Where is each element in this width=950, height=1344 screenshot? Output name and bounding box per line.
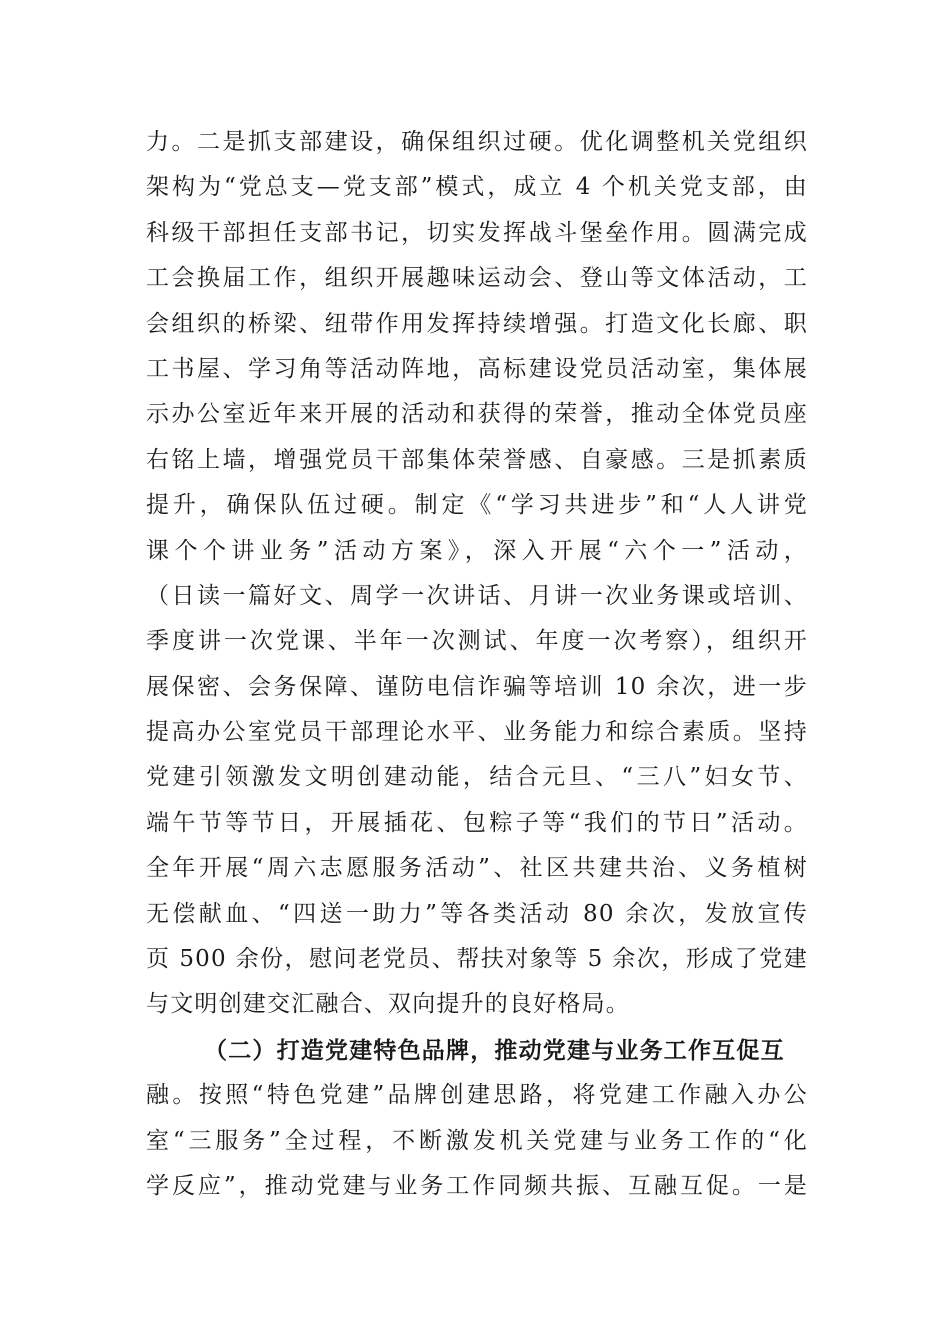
- paragraph-1-line-11: （日读一篇好文、周学一次讲话、月讲一次业务课或培训、: [146, 582, 808, 609]
- paragraph-1-line-9: 提升，确保队伍过硬。制定《“学习共进步”和“人人讲党: [146, 492, 808, 519]
- paragraph-1-line-19: 页 500 余份，慰问老党员、帮扶对象等 5 余次，形成了党建: [146, 946, 808, 973]
- paragraph-1-line-10: 课个个讲业务”活动方案》，深入开展“六个一”活动，: [146, 537, 808, 564]
- paragraph-1-line-16: 端午节等节日，开展插花、包粽子等“我们的节日”活动。: [146, 809, 808, 836]
- paragraph-1-line-17: 全年开展“周六志愿服务活动”、社区共建共治、义务植树: [146, 855, 808, 882]
- paragraph-2-line-3: 学反应”，推动党建与业务工作同频共振、互融互促。一是: [146, 1172, 808, 1199]
- paragraph-1-line-8: 右铭上墙，增强党员干部集体荣誉感、自豪感。三是抓素质: [146, 446, 808, 473]
- paragraph-1-line-12: 季度讲一次党课、半年一次测试、年度一次考察），组织开: [146, 628, 808, 655]
- paragraph-1-line-7: 示办公室近年来开展的活动和获得的荣誉，推动全体党员座: [146, 401, 808, 428]
- paragraph-1-line-1: 力。二是抓支部建设，确保组织过硬。优化调整机关党组织: [146, 129, 808, 155]
- paragraph-1-line-5: 会组织的桥梁、纽带作用发挥持续增强。打造文化长廊、职: [146, 310, 808, 337]
- paragraph-1-line-3: 科级干部担任支部书记，切实发挥战斗堡垒作用。圆满完成: [146, 219, 808, 246]
- paragraph-1-line-18: 无偿献血、“四送一助力”等各类活动 80 余次，发放宣传: [146, 900, 808, 927]
- document-body: [146, 120, 808, 1209]
- paragraph-1-line-15: 党建引领激发文明创建动能，结合元旦、“三八”妇女节、: [146, 764, 808, 791]
- paragraph-1-line-2: 架构为“党总支—党支部”模式，成立 4 个机关党支部，由: [146, 174, 808, 201]
- paragraph-1-line-14: 提高办公室党员干部理论水平、业务能力和综合素质。坚持: [146, 719, 808, 746]
- paragraph-1-line-13: 展保密、会务保障、谨防电信诈骗等培训 10 余次，进一步: [146, 673, 808, 700]
- paragraph-2-line-1: 融。按照“特色党建”品牌创建思路，将党建工作融入办公: [146, 1082, 808, 1109]
- section-heading: （二）打造党建特色品牌，推动党建与业务工作互促互: [204, 1036, 785, 1064]
- paragraph-1-line-6: 工书屋、学习角等活动阵地，高标建设党员活动室，集体展: [146, 355, 808, 382]
- paragraph-1-line-20: 与文明创建交汇融合、双向提升的良好格局。: [146, 991, 630, 1018]
- paragraph-1-line-4: 工会换届工作，组织开展趣味运动会、登山等文体活动，工: [146, 265, 808, 292]
- paragraph-2-line-2: 室“三服务”全过程，不断激发机关党建与业务工作的“化: [146, 1127, 808, 1154]
